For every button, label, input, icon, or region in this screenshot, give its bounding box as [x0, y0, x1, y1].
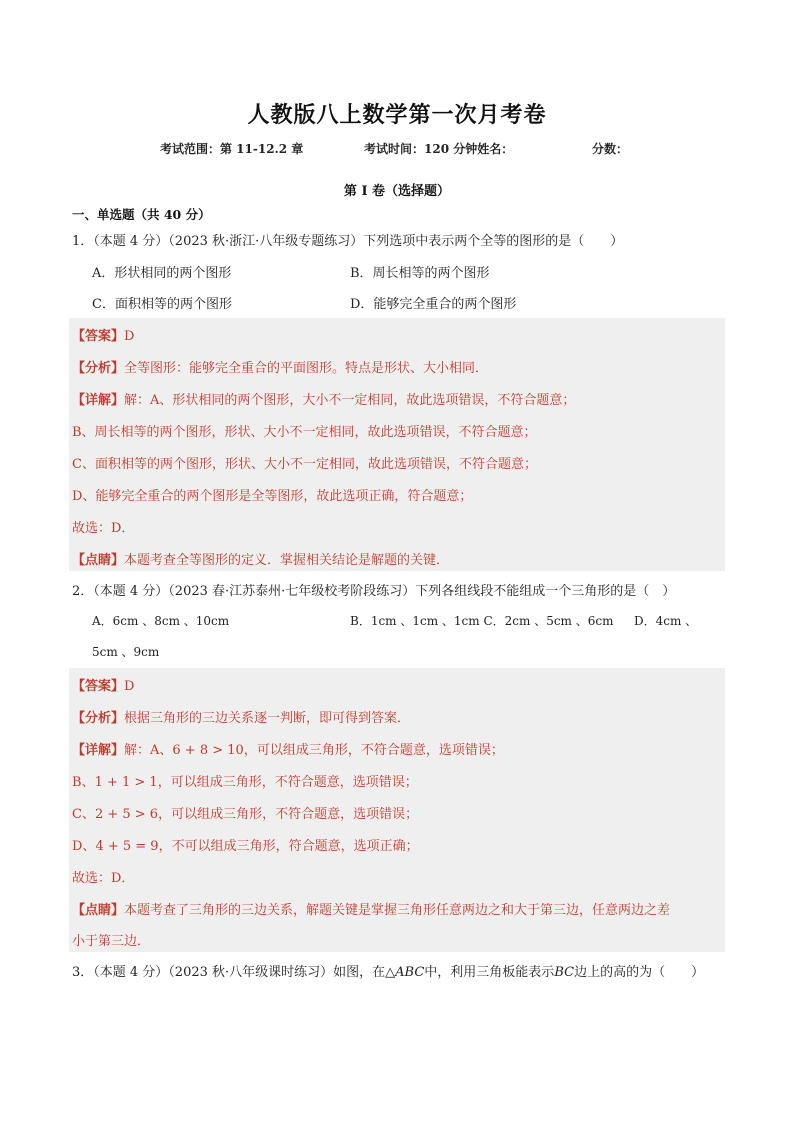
question-1-solution-block — [69, 318, 725, 571]
analysis-label: 【分析】 — [72, 361, 125, 376]
detail-prefix: C、 — [72, 807, 95, 822]
question-2-answer — [72, 675, 134, 694]
segment-bc: BC — [554, 965, 575, 980]
question-2-choose: 故选：D． — [72, 871, 135, 886]
question-2-stem: 2．（本题 4 分）（2023 春·江苏泰州·七年级校考阶段练习）下列各组线段不能组成一个三角形的是（ ） — [72, 584, 676, 599]
question-1-option-c: C．面积相等的两个图形 — [92, 297, 232, 312]
question-1-analysis — [72, 357, 488, 376]
question-2-option-bc: B．1cm 、1cm 、1cm C．2cm 、5cm 、6cm — [350, 614, 614, 628]
question-1-option-a: A．形状相同的两个图形 — [92, 266, 232, 281]
comment-label: 【点睛】 — [72, 553, 125, 568]
detail-prefix: B、 — [72, 775, 95, 790]
question-1-answer — [72, 325, 134, 344]
question-1-detail-b: B、周长相等的两个图形，形状、大小不一定相同，故此选项错误，不符合题意； — [72, 425, 537, 440]
answer-label: 【答案】 — [72, 329, 125, 344]
question-1-detail-c: C、面积相等的两个图形，形状、大小不一定相同，故此选项错误，不符合题意； — [72, 457, 537, 472]
question-1-stem: 1．（本题 4 分）（2023 秋·浙江·八年级专题练习）下列选项中表示两个全等的图形的是（ ） — [72, 234, 624, 249]
question-2-detail — [72, 739, 504, 758]
comment-text: 本题考查了三角形的三边关系，解题关键是掌握三角形任意两边之和大于第三边，任意两边之差 — [124, 903, 671, 918]
detail-prefix: D、 — [72, 839, 96, 854]
question-2-detail-b — [72, 771, 418, 790]
comment-label: 【点睛】 — [72, 903, 125, 918]
exam-score: 分数： — [592, 142, 629, 156]
analysis-label: 【分析】 — [72, 711, 125, 726]
triangle-abc: △ABC — [385, 965, 425, 980]
detail-label: 【详解】 — [72, 393, 125, 408]
answer-value: D — [124, 679, 135, 694]
stem-text: 3．（本题 4 分）（2023 秋·八年级课时练习）如图，在 — [72, 965, 386, 980]
question-2-comment — [72, 899, 670, 918]
stem-text: 边上的高的为（ ） — [574, 965, 705, 980]
detail-text: ，可以组成三角形，不符合题意，选项错误； — [158, 807, 419, 822]
inequality: 1 + 1 > 1 — [94, 775, 158, 790]
question-2-option-d: D．4cm 、 — [634, 614, 698, 628]
detail-text: 解：A、形状相同的两个图形，大小不一定相同，故此选项错误，不符合题意； — [124, 393, 576, 408]
detail-text: ，可以组成三角形，不符合题意，选项错误； — [157, 775, 418, 790]
question-1-option-d: D．能够完全重合的两个图形 — [350, 297, 517, 312]
detail-prefix: 解：A、 — [124, 743, 173, 758]
question-1-option-b: B．周长相等的两个图形 — [350, 266, 490, 281]
exam-title: 人教版八上数学第一次月考卷 — [247, 102, 547, 128]
section-heading: 一、单选题（共 40 分） — [72, 207, 211, 222]
question-2-detail-c — [72, 803, 418, 822]
exam-time-name: 考试时间：120 分钟姓名： — [364, 142, 514, 156]
detail-text: ，不可以组成三角形，符合题意，选项正确； — [158, 839, 419, 854]
inequality: 2 + 5 > 6 — [94, 807, 159, 822]
equation: 4 + 5 = 9 — [95, 839, 159, 854]
comment-text: 本题考查全等图形的定义．掌握相关结论是解题的关键． — [124, 553, 450, 568]
detail-label: 【详解】 — [72, 743, 125, 758]
answer-value: D — [124, 329, 135, 344]
question-2-detail-d — [72, 835, 419, 854]
detail-text: ，可以组成三角形，不符合题意，选项错误； — [243, 743, 504, 758]
exam-range: 考试范围：第 11-12.2 章 — [160, 142, 304, 156]
question-1-detail-d: D、能够完全重合的两个图形是全等图形，故此选项正确，符合题意； — [72, 489, 473, 504]
analysis-text: 根据三角形的三边关系逐一判断，即可得到答案． — [124, 711, 411, 726]
question-1-comment — [72, 549, 449, 568]
question-3-stem — [72, 961, 704, 980]
question-2-analysis — [72, 707, 410, 726]
analysis-text: 全等图形：能够完全重合的平面图形。特点是形状、大小相同． — [124, 361, 489, 376]
inequality: 6 + 8 > 10 — [172, 743, 244, 758]
question-2-option-a: A．6cm 、8cm 、10cm — [92, 614, 230, 628]
question-1-detail — [72, 389, 575, 408]
question-2-comment-cont: 小于第三边． — [72, 934, 151, 949]
answer-label: 【答案】 — [72, 679, 125, 694]
question-1-choose: 故选：D． — [72, 521, 135, 536]
volume-heading: 第 I 卷（选择题） — [343, 184, 451, 199]
stem-text: 中，利用三角板能表示 — [424, 965, 555, 980]
question-2-option-d-cont: 5cm 、9cm — [92, 645, 160, 659]
